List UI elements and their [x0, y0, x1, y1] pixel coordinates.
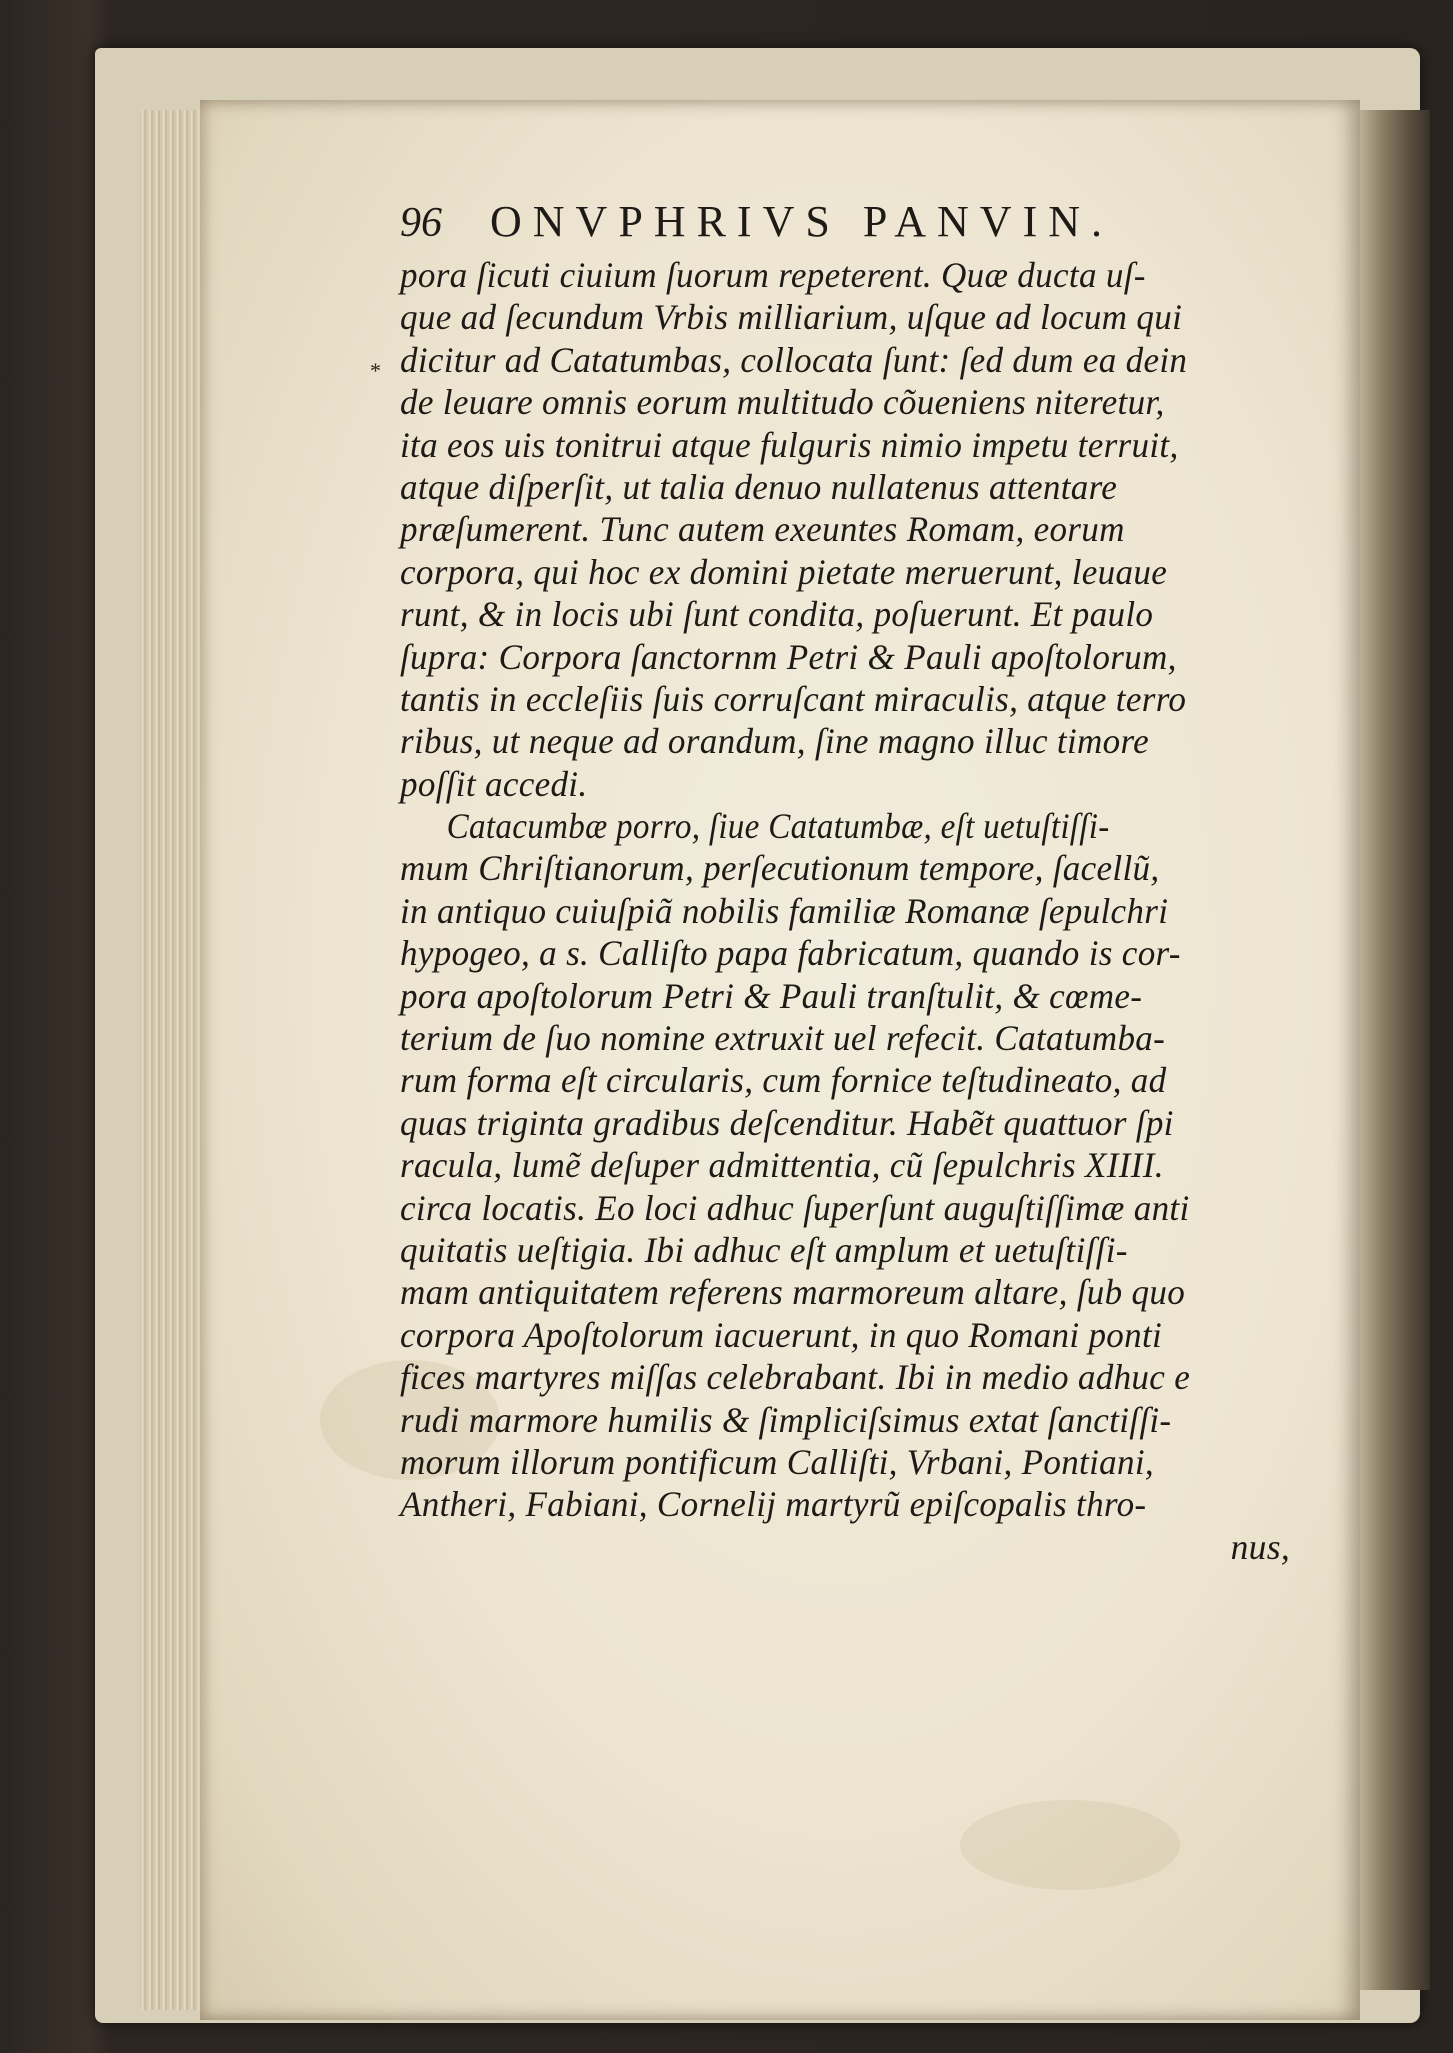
- page-gutter: [1360, 110, 1430, 1990]
- page-text: [400, 196, 1300, 1568]
- text-line: Antheri, Fabiani, Cornelij martyrũ epiſcopalis thro-: [400, 1484, 1147, 1525]
- text-line: que ad ſecundum Vrbis milliarium, uſque ad locum qui: [400, 297, 1183, 338]
- text-line: racula, lumẽ deſuper admittentia, cũ ſepulchris XIIII.: [400, 1145, 1164, 1186]
- text-line: runt, & in locis ubi ſunt condita, poſuerunt. Et paulo: [400, 594, 1154, 635]
- text-line: fices martyres miſſas celebrabant. Ibi in medio adhuc e: [400, 1357, 1191, 1398]
- text-line: præſumerent. Tunc autem exeuntes Romam, eorum: [400, 509, 1125, 550]
- running-head: ONVPHRIVS PANVIN.: [490, 197, 1114, 246]
- text-line: mam antiquitatem referens marmoreum altare, ſub quo: [400, 1272, 1186, 1313]
- text-line: pora ſicuti ciuium ſuorum repeterent. Quæ ducta uſ-: [400, 255, 1146, 295]
- text-line: rudi marmore humilis & ſimpliciſsimus extat ſanctiſſi-: [400, 1399, 1172, 1440]
- text-line: tantis in eccleſiis ſuis corruſcant miraculis, atque terro: [400, 678, 1187, 719]
- text-line: de leuare omnis eorum multitudo cõueniens niteretur,: [400, 382, 1165, 423]
- marginal-mark: *: [370, 358, 381, 383]
- text-line: hypogeo, a s. Calliſto papa fabricatum, quando is cor-: [400, 933, 1181, 974]
- text-line: dicitur ad Catatumbas, collocata ſunt: ſed dum ea dein: [400, 339, 1188, 380]
- text-line: rum forma eſt circularis, cum fornice teſtudineato, ad: [400, 1060, 1167, 1101]
- text-lines: [400, 254, 1300, 1526]
- text-line: mum Chriſtianorum, perſecutionum tempore, ſacellũ,: [400, 848, 1160, 889]
- text-line: ſupra: Corpora ſanctornm Petri & Pauli apoſtolorum,: [400, 636, 1177, 677]
- page-header: [400, 196, 1300, 252]
- text-line: pora apoſtolorum Petri & Pauli tranſtulit, & cœme-: [400, 975, 1143, 1016]
- text-line: ita eos uis tonitrui atque fulguris nimio impetu terruit,: [400, 424, 1179, 465]
- text-line: corpora Apoſtolorum iacuerunt, in quo Romani ponti: [400, 1314, 1163, 1355]
- page-number: 96: [400, 200, 442, 246]
- text-line: poſſit accedi.: [400, 763, 588, 804]
- text-line: ribus, ut neque ad orandum, ſine magno illuc timore: [400, 721, 1150, 762]
- text-line: morum illorum pontificum Calliſti, Vrbani, Pontiani,: [400, 1441, 1154, 1482]
- paper-stain: [960, 1800, 1180, 1890]
- text-line: terium de ſuo nomine extruxit uel refecit. Catatumba-: [400, 1018, 1166, 1059]
- text-line: quitatis ueſtigia. Ibi adhuc eſt amplum et uetuſtiſſi-: [400, 1229, 1128, 1270]
- text-line: in antiquo cuiuſpiã nobilis familiæ Romanæ ſepulchri: [400, 890, 1169, 931]
- text-line: atque diſperſit, ut talia denuo nullatenus attentare: [400, 466, 1118, 507]
- text-line: corpora, qui hoc ex domini pietate meruerunt, leuaue: [400, 551, 1168, 592]
- text-line: circa locatis. Eo loci adhuc ſuperſunt auguſtiſſimæ anti: [400, 1187, 1190, 1228]
- catchword: nus,: [1230, 1526, 1290, 1567]
- text-line: Catacumbæ porro, ſiue Catatumbæ, eſt uetuſtiſſi-: [446, 806, 1110, 847]
- text-line: quas triginta gradibus deſcenditur. Habẽt quattuor ſpi: [400, 1102, 1174, 1143]
